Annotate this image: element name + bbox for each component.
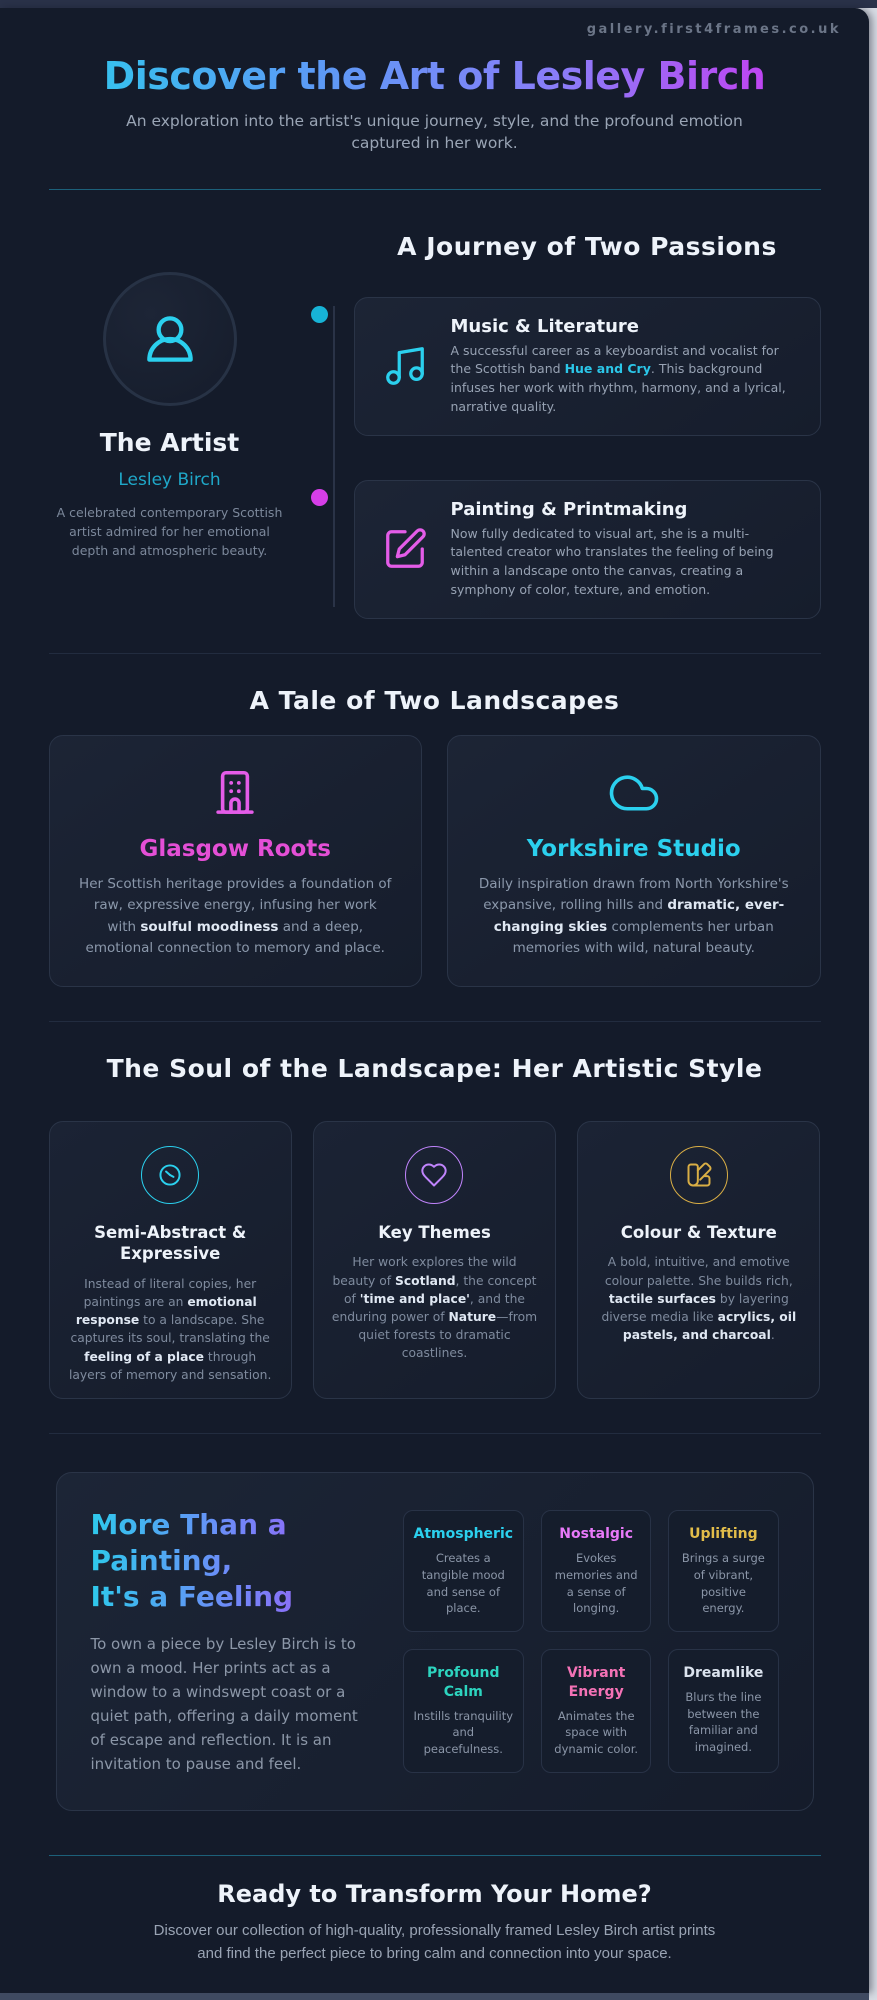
section-divider [49,1021,821,1022]
card-text: Now fully dedicated to visual art, she is a multi-talented creator who translates the feeling of being within a landscape onto the canvas, creating a symphony of color, texture, and emotion. [450,525,774,597]
feelings-heading: More Than a Painting, It's a Feeling [91,1507,363,1614]
journey-section [49,232,821,619]
person-icon [137,306,203,372]
card-title: Music & Literature [450,315,639,337]
feelings-card [56,1472,814,1811]
style-text: Her work explores the wild beauty of Scotland, the concept of 'time and place', and the enduring power of Nature—from quiet forests to dramatic coastlines. [331,1255,538,1361]
style-title: Semi-Abstract & Expressive [94,1222,247,1264]
style-text: Instead of literal copies, her paintings are an emotional response to a landscape. She captures its soul, translating the feeling of a place through layers of memory and sensation. [68,1276,272,1382]
timeline-dot [311,489,328,506]
style-heading: The Soul of the Landscape: Her Artistic Style [106,1053,763,1083]
landscape-card-glasgow [49,735,423,987]
chip-title: Uplifting [689,1526,758,1543]
chip-text: Instills tranquility and peacefulness. [413,1708,514,1757]
timeline-card-painting [354,480,821,619]
chip-title: Profound Calm [427,1665,500,1700]
artist-avatar [103,272,237,406]
artist-heading: The Artist [99,427,240,457]
style-card-expressive [49,1121,292,1399]
style-section [49,1121,821,1399]
artist-caption: A celebrated contemporary Scottish artist admired for her emotional depth and atmospheric beauty. [56,504,283,559]
building-icon [78,766,394,820]
chip-title: Nostalgic [559,1526,634,1543]
heart-icon [405,1146,463,1204]
landscape-text: Daily inspiration drawn from North Yorkshire's expansive, rolling hills and dramatic, ever-changing skies complements her urban memories with wild, natural beauty. [478,875,789,957]
card-text: A successful career as a keyboardist and vocalist for the Scottish band Hue and Cry. This background infuses her work with rhythm, harmony, and a lyrical, narrative quality. [450,342,786,414]
music-note-icon [379,343,431,389]
landscape-card-yorkshire [447,735,821,987]
feeling-chip [403,1649,525,1773]
section-divider [49,1433,821,1434]
decorative-top-bar [0,0,877,8]
cloud-icon [476,766,792,820]
style-title: Key Themes [378,1222,491,1242]
artist-column [49,232,291,619]
pencil-square-icon [379,526,431,572]
clock-icon [141,1146,199,1204]
feelings-paragraph: To own a piece by Lesley Birch is to own a mood. Her prints act as a window to a windswept coast or a quiet path, offering a daily moment of escape and reflection. It is an invitation to pause and feel. [90,1635,358,1774]
section-divider [49,653,821,654]
feeling-chip [668,1510,778,1632]
feeling-chip [541,1649,651,1773]
card-title: Painting & Printmaking [450,498,688,520]
landscape-title: Glasgow Roots [139,835,331,862]
feeling-chip [541,1510,651,1632]
header-divider [49,189,821,190]
chip-title: Vibrant Energy [566,1665,626,1700]
style-card-themes [313,1121,556,1399]
journey-timeline-column [291,232,821,619]
page-title: Discover the Art of Lesley Birch [49,54,821,100]
infographic-panel [0,8,869,1993]
footer-paragraph: Discover our collection of high-quality, professionally framed Lesley Birch artist prints and find the perfect piece to bring calm and connection into your space. [153,1922,716,1962]
chip-text: Evokes memories and a sense of longing. [554,1551,638,1616]
chip-text: Animates the space with dynamic color. [554,1708,639,1757]
style-card-colour [577,1121,820,1399]
footer-divider [49,1855,821,1856]
chip-text: Blurs the line between the familiar and imagined. [685,1689,762,1754]
journey-heading: A Journey of Two Passions [397,231,777,261]
feeling-chip [668,1649,778,1773]
style-title: Colour & Texture [620,1222,777,1242]
style-text: A bold, intuitive, and emotive colour palette. She builds rich, tactile surfaces by layering diverse media like acrylics, oil pastels, and charcoal. [601,1255,797,1343]
chip-title: Atmospheric [413,1526,514,1543]
feeling-chip [403,1510,525,1632]
footer-heading: Ready to Transform Your Home? [217,1880,652,1909]
chip-text: Creates a tangible mood and sense of place. [421,1551,505,1616]
site-url: gallery.first4frames.co.uk [586,22,841,37]
landscapes-section [49,735,821,987]
landscape-text: Her Scottish heritage provides a foundation of raw, expressive energy, infusing her work with soulful moodiness and a deep, emotional connection to memory and place. [79,875,392,957]
page-subtitle: An exploration into the artist's unique journey, style, and the profound emotion captured in her work. [126,111,743,153]
artist-name: Lesley Birch [118,469,221,490]
timeline-dot [311,306,328,323]
landscapes-heading: A Tale of Two Landscapes [249,685,620,715]
chip-text: Brings a surge of vibrant, positive energy. [681,1551,765,1616]
feeling-chips-grid [403,1507,779,1776]
landscape-title: Yorkshire Studio [526,835,741,862]
chip-title: Dreamlike [683,1665,764,1682]
timeline-card-music [354,297,821,436]
bottom-bar [0,1993,869,2000]
swatchbook-icon [670,1146,728,1204]
